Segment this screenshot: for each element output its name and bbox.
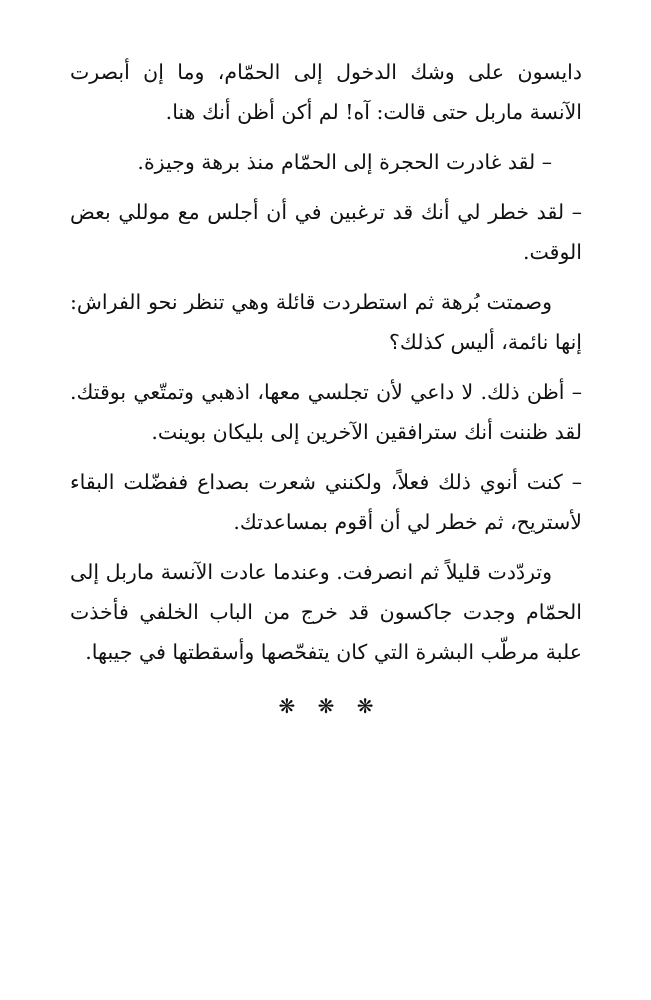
paragraph-6: – كنت أنوي ذلك فعلاً، ولكنني شعرت بصداع ففضّلت البقاء لأستريح، ثم خطر لي أن أقوم بمساعدتك.: [70, 470, 582, 534]
section-separator: [70, 686, 582, 726]
paragraph-1: دايسون على وشك الدخول إلى الحمّام، وما إن أبصرت الآنسة ماربل حتى قالت: آه! لم أكن أظن أنك هنا.: [70, 60, 582, 124]
asterism-glyph: ❋: [356, 694, 374, 718]
paragraph-7: وتردّدت قليلاً ثم انصرفت. وعندما عادت الآنسة ماربل إلى الحمّام وجدت جاكسون قد خرج من الباب الخلفي فأخذت علبة مرطّب البشرة التي كان يتفحّصها وأسقطتها في جيبها.: [70, 560, 582, 664]
asterism-glyph: ❋: [278, 694, 296, 718]
paragraph-4: وصمتت بُرهة ثم استطردت قائلة وهي تنظر نحو الفراش: إنها نائمة، أليس كذلك؟: [70, 290, 582, 354]
paragraph-3: – لقد خطر لي أنك قد ترغبين في أن أجلس مع موللي بعض الوقت.: [70, 200, 582, 264]
paragraph-2: – لقد غادرت الحجرة إلى الحمّام منذ برهة وجيزة.: [137, 150, 552, 174]
asterism-glyph: ❋: [317, 694, 335, 718]
paragraph-5: – أظن ذلك. لا داعي لأن تجلسي معها، اذهبي وتمتّعي بوقتك. لقد ظننت أنك سترافقين الآخرين إلى بليكان بوينت.: [70, 380, 582, 444]
book-page: [70, 52, 582, 726]
